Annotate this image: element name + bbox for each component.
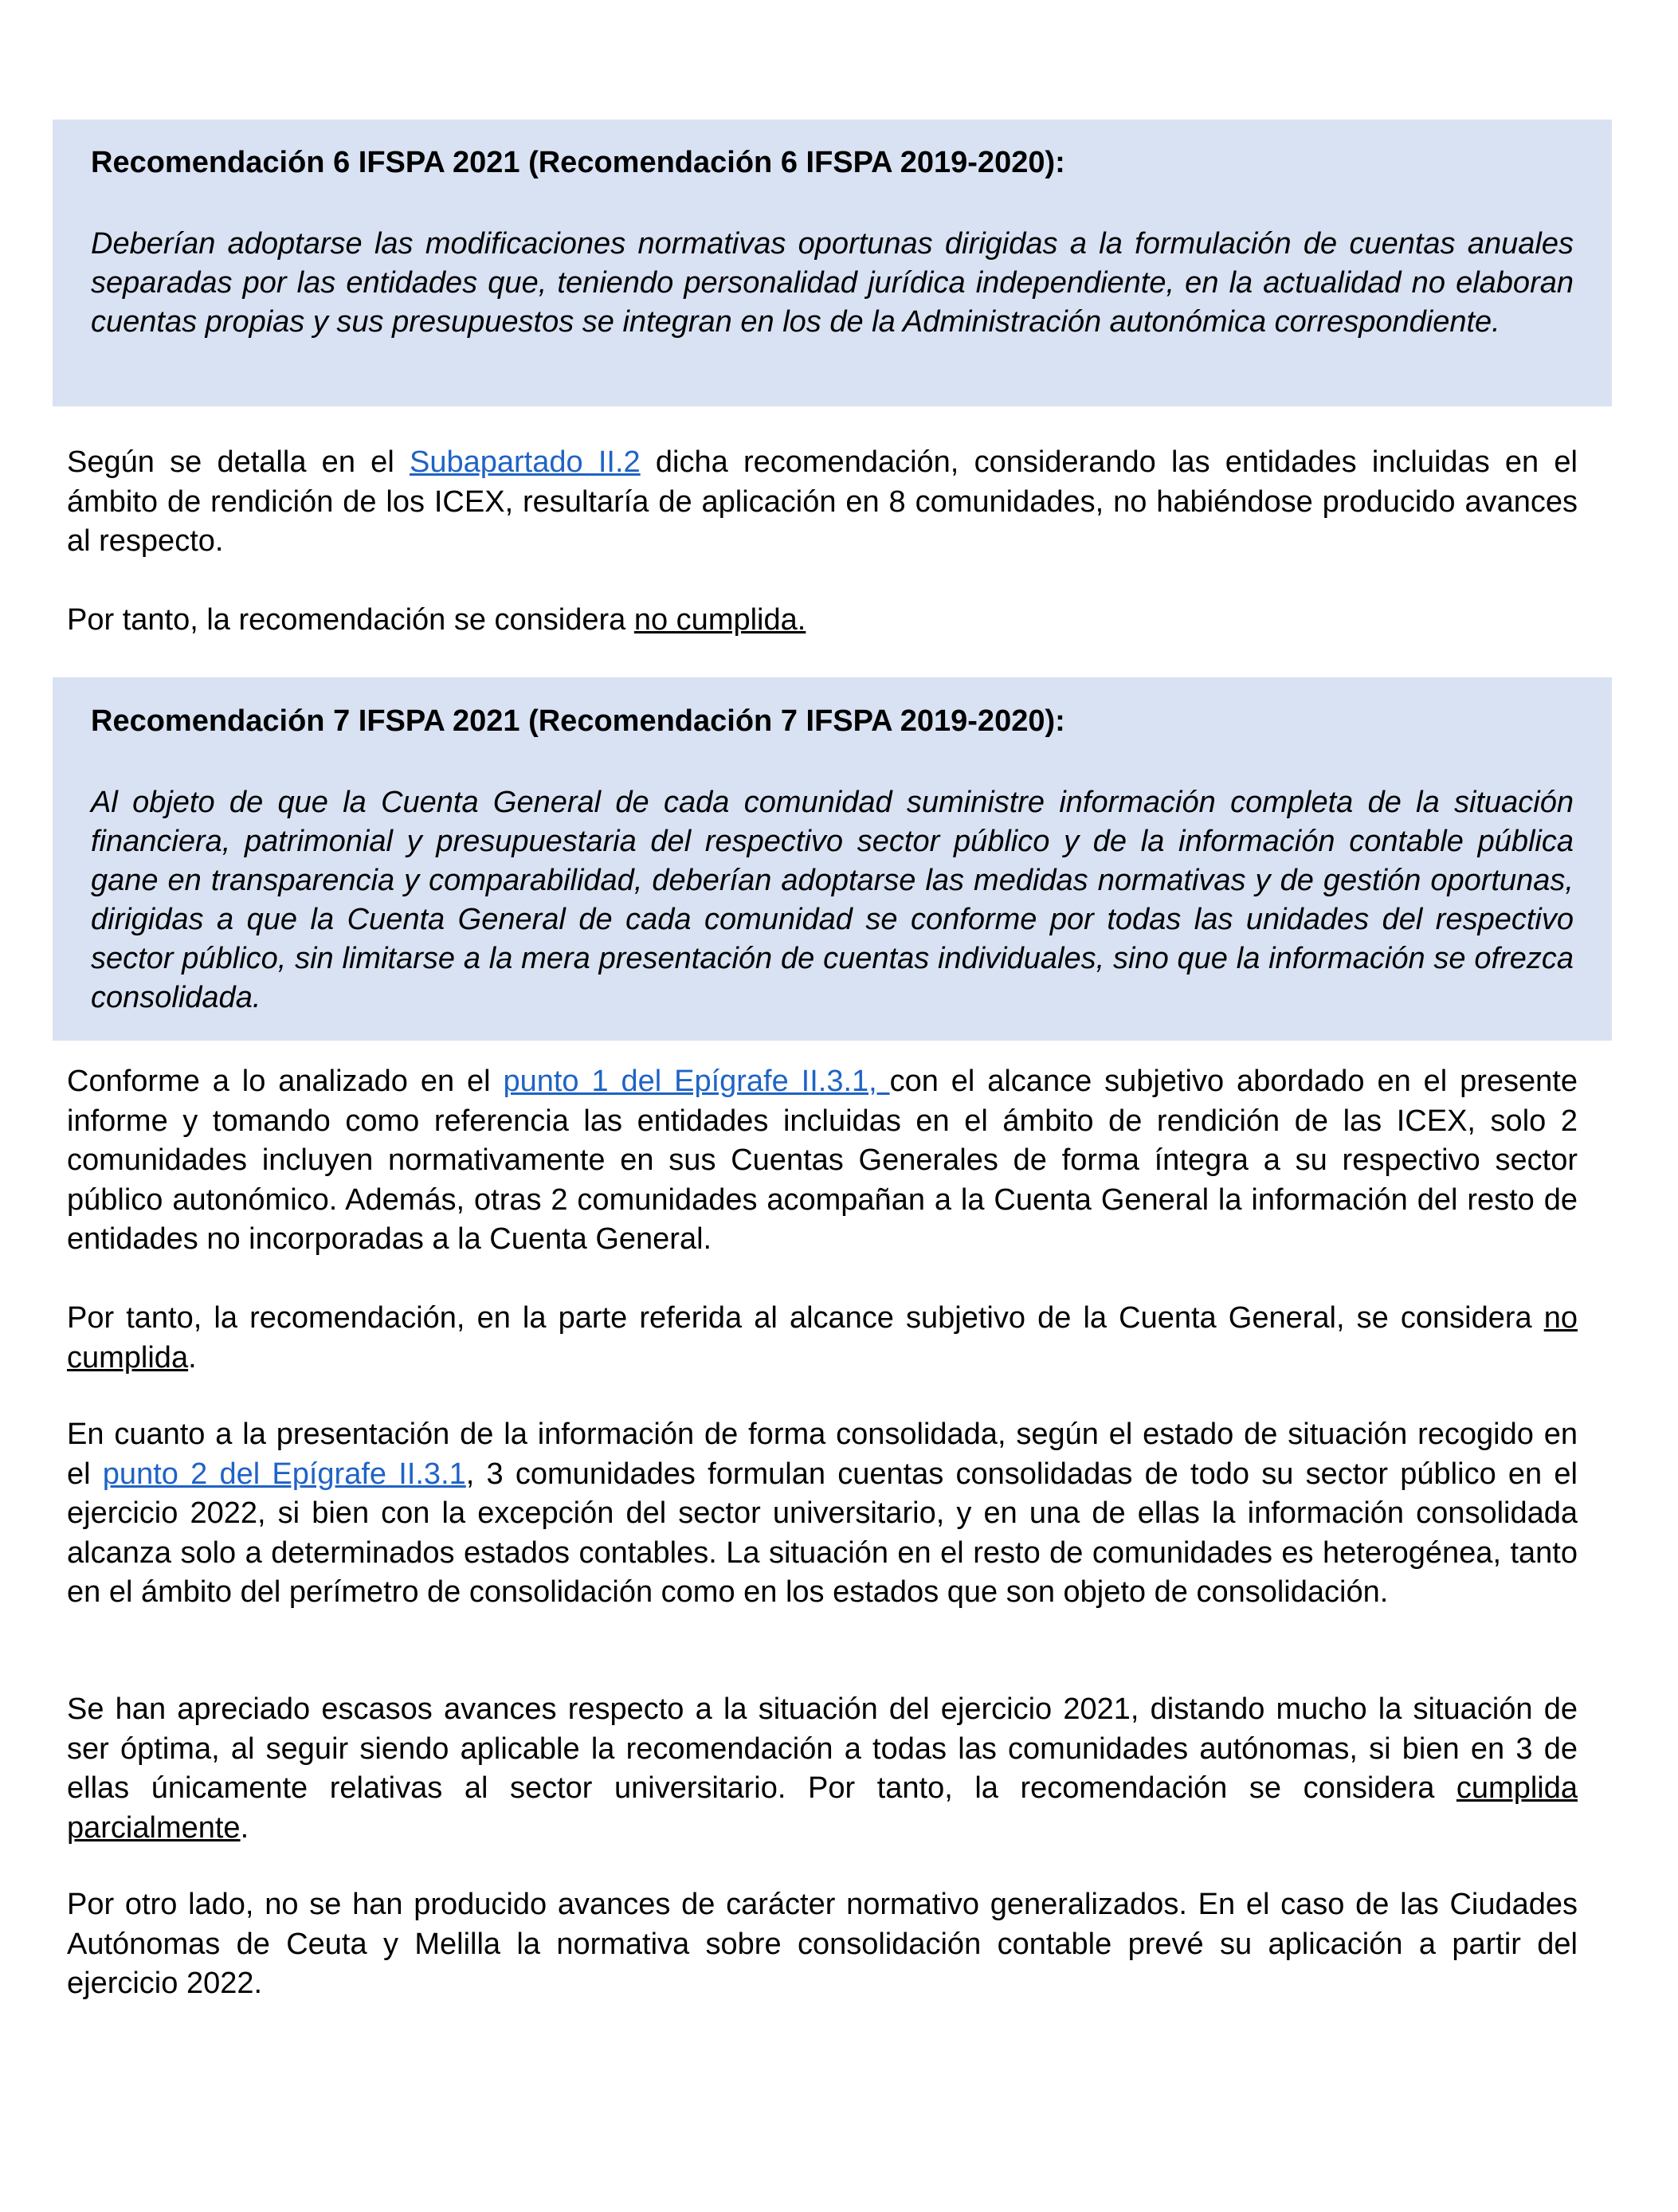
- paragraph-punto-1: [67, 1062, 1578, 1260]
- status-no-cumplida: no cumplida: [67, 1301, 1578, 1375]
- paragraph-text: Por tanto, la recomendación, en la parte referida al alcance subjetivo de la Cuenta General, se considera: [67, 1301, 1544, 1335]
- recommendation-7-box: [53, 677, 1612, 1041]
- paragraph-text: Por tanto, la recomendación se considera: [67, 603, 634, 637]
- paragraph-text: .: [240, 1810, 249, 1845]
- paragraph-text: En cuanto a la presentación de la información de forma consolidada, según el estado de situación recogido en el: [67, 1418, 1578, 1491]
- paragraph-punto-2: [67, 1415, 1578, 1613]
- paragraph-ceuta-melilla: Por otro lado, no se han producido avances de carácter normativo generalizados. En el caso de las Ciudades Autónomas de Ceuta y Melilla la normativa sobre consolidación contable prevé su aplicación a partir del ejercicio 2022.: [67, 1888, 1578, 2000]
- status-cumplida-parcialmente: cumplida parcialmente: [67, 1771, 1578, 1845]
- recommendation-6-text: Deberían adoptarse las modificaciones normativas oportunas dirigidas a la formulación de cuentas anuales separadas por las entidades que, teniendo personalidad jurídica independiente, en la actualidad no elaboran cuentas propias y sus presupuestos se integran en los de la Administración autonómica correspondiente.: [91, 227, 1574, 339]
- paragraph-text: Conforme a lo analizado en el: [67, 1065, 504, 1098]
- paragraph-alcance-subjetivo: [67, 1299, 1578, 1378]
- link-punto-2-epigrafe[interactable]: punto 2 del Epígrafe II.3.1: [102, 1457, 466, 1491]
- link-punto-1-epigrafe[interactable]: punto 1 del Epígrafe II.3.1,: [503, 1065, 890, 1098]
- paragraph-text: .: [188, 1340, 197, 1375]
- status-no-cumplida: no cumplida.: [633, 603, 806, 637]
- paragraph-text: Se han apreciado escasos avances respecto a la situación del ejercicio 2021, distando mucho la situación de ser óptima, al seguir siendo aplicable la recomendación a todas las comunidades autónomas, si bien en 3 de ellas únicamente relativas al sector universitario. Por tanto, la recomendación se considera: [67, 1692, 1578, 1805]
- paragraph-avances: [67, 1690, 1578, 1848]
- paragraph-text: , 3 comunidades formulan cuentas consolidadas de todo su sector público en el ejercicio 2022, si bien con la excepción del sector universitario, y en una de ellas la información consolidada alcanza solo a determinados estados contables. La situación en el resto de comunidades es heterogénea, tanto en el ámbito del perímetro de consolidación como en los estados que son objeto de consolidación.: [67, 1457, 1578, 1609]
- link-subapartado-ii2[interactable]: Subapartado II.2: [410, 445, 641, 479]
- paragraph-subapartado: [67, 443, 1578, 562]
- paragraph-text: con el alcance subjetivo abordado en el presente informe y tomando como referencia las entidades incluidas en el ámbito de rendición de las ICEX, solo 2 comunidades incluyen normativamente en sus Cuentas Generales de forma íntegra a su respectivo sector público autonómico. Además, otras 2 comunidades acompañan a la Cuenta General la información del resto de entidades no incorporadas a la Cuenta General.: [67, 1065, 1578, 1256]
- recommendation-7-title: Recomendación 7 IFSPA 2021 (Recomendación 7 IFSPA 2019-2020):: [91, 704, 1065, 738]
- recommendation-6-box: [53, 120, 1612, 406]
- paragraph-conclusion-rec6: [67, 601, 1578, 641]
- recommendation-6-title: Recomendación 6 IFSPA 2021 (Recomendación 6 IFSPA 2019-2020):: [91, 146, 1065, 179]
- recommendation-7-text: Al objeto de que la Cuenta General de cada comunidad suministre información completa de la situación financiera, patrimonial y presupuestaria del respectivo sector público y de la información contable pública gane en transparencia y comparabilidad, deberían adoptarse las medidas normativas y de gestión oportunas, dirigidas a que la Cuenta General de cada comunidad se conforme por todas las unidades del respectivo sector público, sin limitarse a la mera presentación de cuentas individuales, sino que la información se ofrezca consolidada.: [91, 786, 1574, 1014]
- paragraph-text: dicha recomendación, considerando las entidades incluidas en el ámbito de rendición de los ICEX, resultaría de aplicación en 8 comunidades, no habiéndose producido avances al respecto.: [67, 445, 1578, 558]
- paragraph-text: Según se detalla en el: [67, 445, 410, 479]
